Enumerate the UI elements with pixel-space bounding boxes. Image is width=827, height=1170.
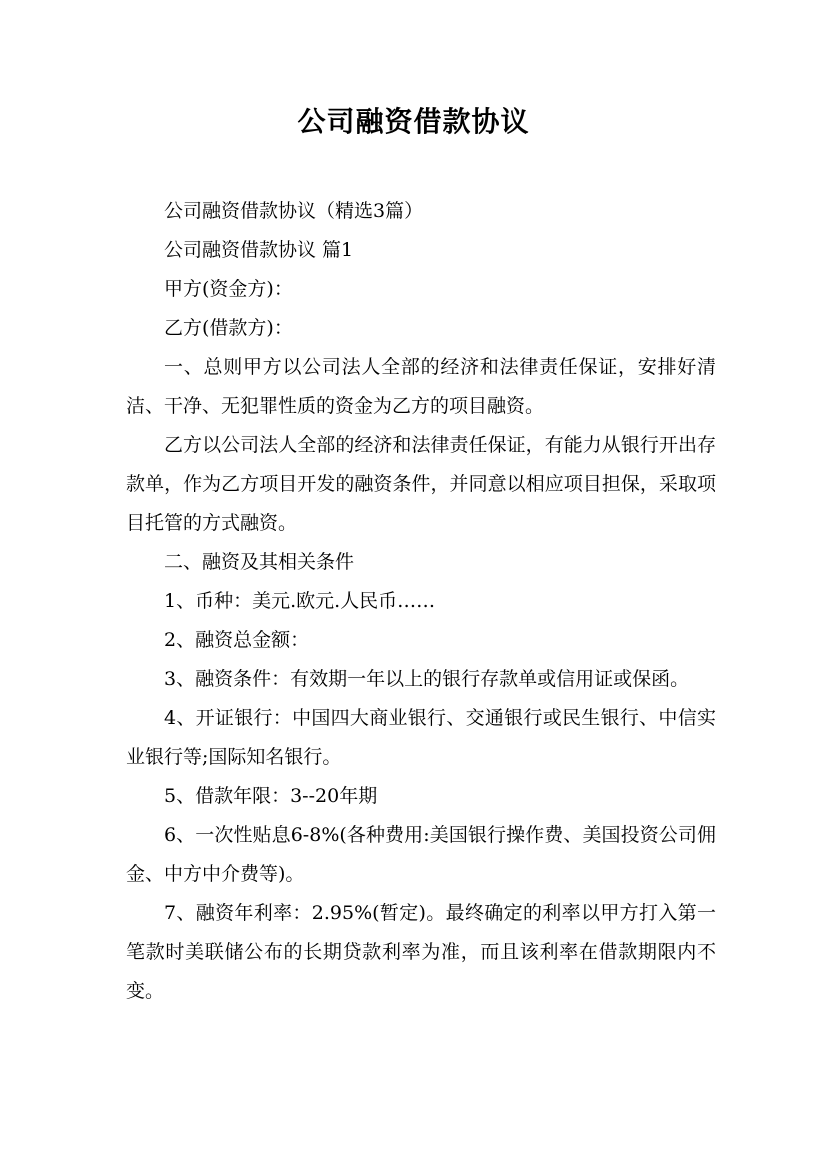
paragraph-item-7: 7、融资年利率：2.95%(暂定)。最终确定的利率以甲方打入第一笔款时美联储公布的长期贷款利率为准，而且该利率在借款期限内不变。	[126, 902, 716, 1002]
paragraph-party-b: 乙方(借款方)：	[164, 317, 293, 339]
paragraph-general-1: 一、总则甲方以公司法人全部的经济和法律责任保证，安排好清洁、干净、无犯罪性质的资金为乙方的项目融资。	[126, 356, 716, 417]
document-body	[126, 192, 716, 1011]
paragraph-conditions-heading: 二、融资及其相关条件	[164, 551, 355, 573]
paragraph-item-3: 3、融资条件：有效期一年以上的银行存款单或信用证或保函。	[164, 668, 690, 690]
paragraph-general-2: 乙方以公司法人全部的经济和法律责任保证，有能力从银行开出存款单，作为乙方项目开发的融资条件，并同意以相应项目担保，采取项目托管的方式融资。	[126, 434, 716, 534]
paragraph-section-heading: 公司融资借款协议 篇1	[164, 239, 354, 261]
paragraph-item-2: 2、融资总金额：	[164, 629, 310, 651]
paragraph-item-5: 5、借款年限：3--20年期	[164, 785, 378, 807]
paragraph-item-1: 1、币种：美元.欧元.人民币……	[164, 590, 436, 612]
paragraph-subtitle: 公司融资借款协议（精选3篇）	[164, 200, 424, 222]
paragraph-party-a: 甲方(资金方)：	[164, 278, 293, 300]
document-title: 公司融资借款协议	[297, 105, 530, 138]
paragraph-item-4: 4、开证银行：中国四大商业银行、交通银行或民生银行、中信实业银行等;国际知名银行。	[126, 707, 716, 768]
paragraph-item-6: 6、一次性贴息6-8%(各种费用:美国银行操作费、美国投资公司佣金、中方中介费等)。	[126, 824, 716, 885]
